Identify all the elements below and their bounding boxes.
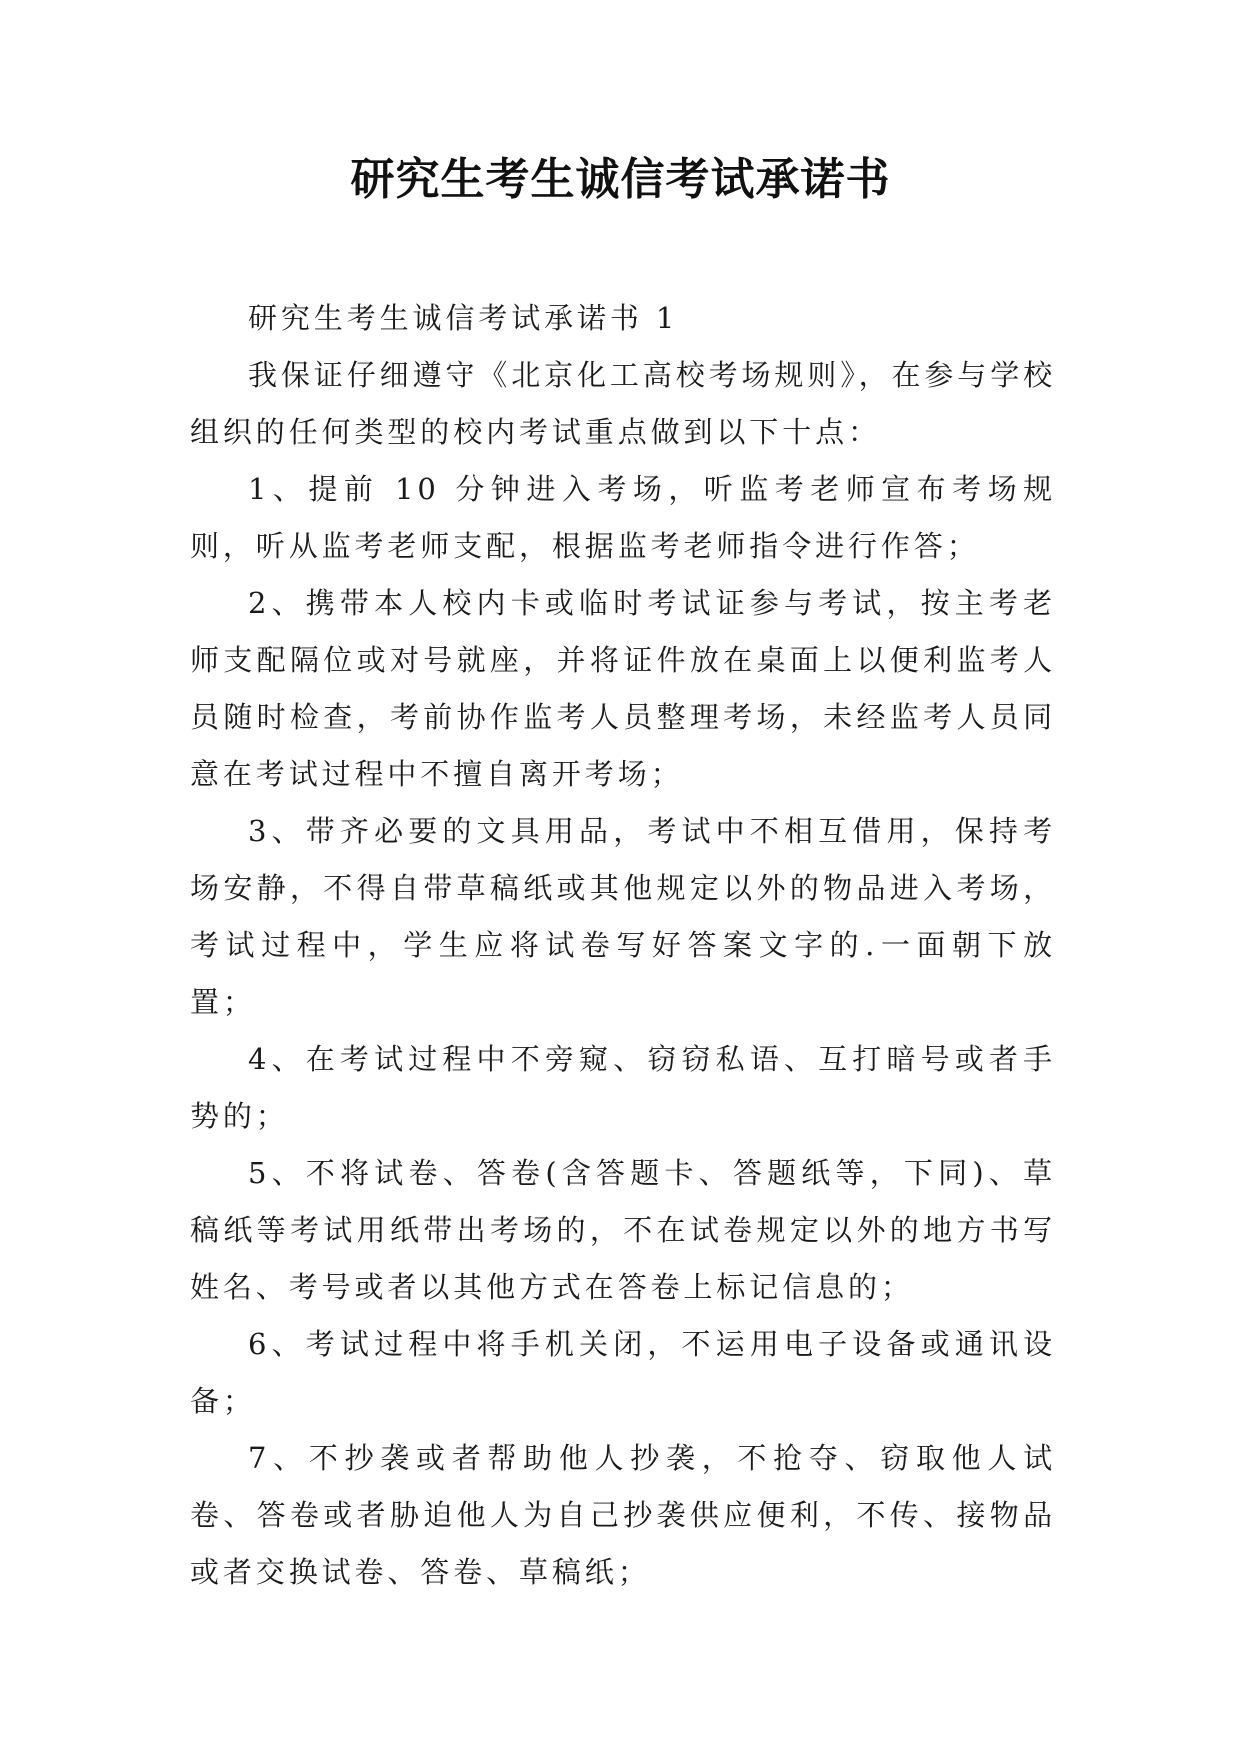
paragraph-item-2: 2、携带本人校内卡或临时考试证参与考试，按主考老师支配隔位或对号就座，并将证件放在桌面上以便利监考人员随时检查，考前协作监考人员整理考场，未经监考人员同意在考试过程中不擅自离开考场； xyxy=(190,586,1056,791)
paragraph-item-1: 1、提前 10 分钟进入考场，听监考老师宣布考场规则，听从监考老师支配，根据监考老师指令进行作答； xyxy=(190,472,1056,563)
paragraph-item-5: 5、不将试卷、答卷(含答题卡、答题纸等，下同)、草稿纸等考试用纸带出考场的，不在试卷规定以外的地方书写姓名、考号或者以其他方式在答卷上标记信息的； xyxy=(190,1156,1056,1304)
paragraph-item-7: 7、不抄袭或者帮助他人抄袭，不抢夺、窃取他人试卷、答卷或者胁迫他人为自己抄袭供应便利，不传、接物品或者交换试卷、答卷、草稿纸； xyxy=(190,1441,1056,1589)
document-title: 研究生考生诚信考试承诺书 xyxy=(350,154,891,205)
paragraph-intro: 我保证仔细遵守《北京化工高校考场规则》，在参与学校组织的任何类型的校内考试重点做到以下十点： xyxy=(190,358,1057,449)
document-body xyxy=(190,290,1056,1601)
paragraph-item-6: 6、考试过程中将手机关闭，不运用电子设备或通讯设备； xyxy=(190,1327,1056,1418)
paragraph-item-3: 3、带齐必要的文具用品，考试中不相互借用，保持考场安静，不得自带草稿纸或其他规定以外的物品进入考场，考试过程中，学生应将试卷写好答案文字的.一面朝下放置； xyxy=(190,814,1056,1019)
paragraph-item-4: 4、在考试过程中不旁窥、窃窃私语、互打暗号或者手势的； xyxy=(190,1042,1056,1133)
paragraph-heading: 研究生考生诚信考试承诺书 1 xyxy=(248,301,679,335)
